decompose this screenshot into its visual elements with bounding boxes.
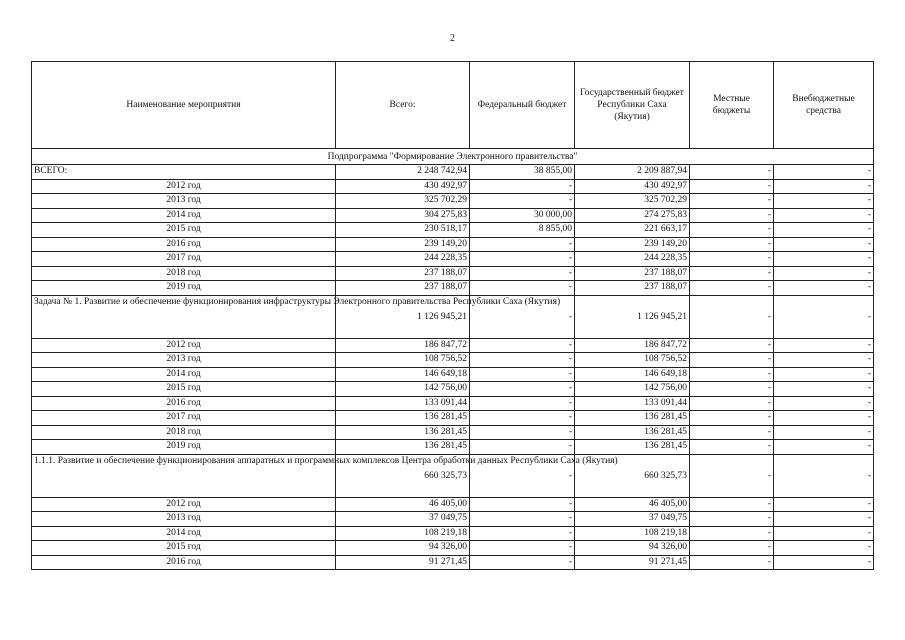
cell-total: 2 248 742,94	[336, 165, 470, 180]
cell-activity-name: 2017 год	[32, 252, 336, 267]
cell-total: 325 702,29	[336, 194, 470, 209]
page-number: 2	[450, 33, 455, 44]
cell-local: -	[690, 266, 774, 281]
year-row	[32, 281, 874, 296]
task-row	[32, 295, 874, 338]
cell-total: 133 091,44	[336, 396, 470, 411]
cell-state: 91 271,45	[575, 555, 690, 570]
cell-state: 274 275,83	[575, 208, 690, 223]
cell-extrabudgetary: -	[774, 526, 874, 541]
cell-total: 239 149,20	[336, 237, 470, 252]
cell-extrabudgetary: -	[774, 396, 874, 411]
cell-federal: -	[470, 425, 575, 440]
cell-activity-name: 2016 год	[32, 396, 336, 411]
year-row	[32, 396, 874, 411]
cell-state: 1 126 945,21	[575, 295, 690, 338]
cell-total: 46 405,00	[336, 497, 470, 512]
cell-activity-name: 2013 год	[32, 353, 336, 368]
budget-table	[31, 61, 874, 570]
cell-state: 660 325,73	[575, 454, 690, 497]
cell-total: 91 271,45	[336, 555, 470, 570]
cell-total: 237 188,07	[336, 281, 470, 296]
header-extrabudgetary-funds: Внебюджетные средства	[774, 62, 874, 149]
cell-extrabudgetary: -	[774, 208, 874, 223]
cell-extrabudgetary: -	[774, 266, 874, 281]
task-row	[32, 454, 874, 497]
cell-activity-name: 2012 год	[32, 338, 336, 353]
cell-federal: -	[470, 454, 575, 497]
year-row	[32, 440, 874, 455]
cell-activity-name: ВСЕГО:	[32, 165, 336, 180]
cell-extrabudgetary: -	[774, 252, 874, 267]
cell-activity-name: 2012 год	[32, 179, 336, 194]
cell-extrabudgetary: -	[774, 281, 874, 296]
subprogram-row	[32, 149, 874, 165]
cell-local: -	[690, 396, 774, 411]
cell-federal: -	[470, 382, 575, 397]
cell-state: 244 228,35	[575, 252, 690, 267]
cell-total: 230 518,17	[336, 223, 470, 238]
cell-activity-name: 2017 год	[32, 411, 336, 426]
cell-local: -	[690, 179, 774, 194]
cell-activity-name: 2016 год	[32, 237, 336, 252]
cell-federal: -	[470, 281, 575, 296]
cell-total: 94 326,00	[336, 541, 470, 556]
year-row	[32, 223, 874, 238]
cell-state: 221 663,17	[575, 223, 690, 238]
cell-local: -	[690, 252, 774, 267]
subprogram-title: Подпрограмма "Формирование Электронного правительства"	[32, 149, 874, 165]
cell-total: 237 188,07	[336, 266, 470, 281]
cell-state: 186 847,72	[575, 338, 690, 353]
cell-total: 1 126 945,21	[336, 295, 470, 338]
cell-extrabudgetary: -	[774, 295, 874, 338]
year-row	[32, 541, 874, 556]
cell-local: -	[690, 194, 774, 209]
cell-extrabudgetary: -	[774, 223, 874, 238]
cell-federal: -	[470, 338, 575, 353]
cell-total: 136 281,45	[336, 440, 470, 455]
cell-state: 430 492,97	[575, 179, 690, 194]
cell-federal: -	[470, 512, 575, 527]
cell-activity-name: 2013 год	[32, 512, 336, 527]
cell-state: 94 326,00	[575, 541, 690, 556]
cell-federal: -	[470, 497, 575, 512]
cell-local: -	[690, 353, 774, 368]
cell-federal: -	[470, 179, 575, 194]
cell-extrabudgetary: -	[774, 497, 874, 512]
cell-total: 37 049,75	[336, 512, 470, 527]
cell-state: 325 702,29	[575, 194, 690, 209]
cell-local: -	[690, 281, 774, 296]
cell-local: -	[690, 382, 774, 397]
cell-federal: 38 855,00	[470, 165, 575, 180]
cell-total: 108 756,52	[336, 353, 470, 368]
cell-activity-name: 2014 год	[32, 367, 336, 382]
year-row	[32, 526, 874, 541]
cell-state: 46 405,00	[575, 497, 690, 512]
cell-extrabudgetary: -	[774, 411, 874, 426]
cell-local: -	[690, 367, 774, 382]
cell-federal: -	[470, 526, 575, 541]
year-row	[32, 338, 874, 353]
cell-local: -	[690, 165, 774, 180]
header-local-budgets: Местные бюджеты	[690, 62, 774, 149]
cell-federal: -	[470, 396, 575, 411]
cell-extrabudgetary: -	[774, 367, 874, 382]
cell-state: 136 281,45	[575, 440, 690, 455]
cell-federal: -	[470, 367, 575, 382]
cell-local: -	[690, 295, 774, 338]
year-row	[32, 252, 874, 267]
cell-activity-name: 2015 год	[32, 541, 336, 556]
cell-local: -	[690, 223, 774, 238]
cell-extrabudgetary: -	[774, 338, 874, 353]
cell-total: 136 281,45	[336, 411, 470, 426]
cell-total: 304 275,83	[336, 208, 470, 223]
cell-local: -	[690, 541, 774, 556]
year-row	[32, 353, 874, 368]
cell-federal: -	[470, 440, 575, 455]
cell-total: 244 228,35	[336, 252, 470, 267]
cell-federal: -	[470, 541, 575, 556]
total-row	[32, 165, 874, 180]
cell-local: -	[690, 526, 774, 541]
cell-federal: 8 855,00	[470, 223, 575, 238]
cell-total: 430 492,97	[336, 179, 470, 194]
cell-federal: 30 000,00	[470, 208, 575, 223]
cell-activity-name: 2019 год	[32, 281, 336, 296]
cell-extrabudgetary: -	[774, 194, 874, 209]
cell-federal: -	[470, 411, 575, 426]
cell-local: -	[690, 555, 774, 570]
cell-local: -	[690, 425, 774, 440]
year-row	[32, 367, 874, 382]
cell-federal: -	[470, 353, 575, 368]
year-row	[32, 512, 874, 527]
cell-state: 136 281,45	[575, 411, 690, 426]
cell-state: 237 188,07	[575, 281, 690, 296]
cell-total: 142 756,00	[336, 382, 470, 397]
cell-activity-name: 2018 год	[32, 266, 336, 281]
cell-total: 660 325,73	[336, 454, 470, 497]
cell-extrabudgetary: -	[774, 237, 874, 252]
year-row	[32, 411, 874, 426]
cell-extrabudgetary: -	[774, 165, 874, 180]
cell-local: -	[690, 497, 774, 512]
cell-total: 108 219,18	[336, 526, 470, 541]
year-row	[32, 266, 874, 281]
cell-extrabudgetary: -	[774, 512, 874, 527]
year-row	[32, 497, 874, 512]
cell-activity-name: Задача № 1. Развитие и обеспечение функционирования инфраструктуры Электронного правительства Республики Саха (Якутия)	[32, 295, 336, 338]
cell-total: 186 847,72	[336, 338, 470, 353]
cell-activity-name: 2016 год	[32, 555, 336, 570]
header-total: Всего:	[336, 62, 470, 149]
cell-state: 108 756,52	[575, 353, 690, 368]
cell-state: 146 649,18	[575, 367, 690, 382]
year-row	[32, 194, 874, 209]
cell-state: 142 756,00	[575, 382, 690, 397]
cell-federal: -	[470, 237, 575, 252]
year-row	[32, 555, 874, 570]
cell-federal: -	[470, 555, 575, 570]
cell-local: -	[690, 208, 774, 223]
header-federal-budget: Федеральный бюджет	[470, 62, 575, 149]
cell-local: -	[690, 237, 774, 252]
cell-local: -	[690, 411, 774, 426]
cell-activity-name: 2015 год	[32, 382, 336, 397]
cell-federal: -	[470, 266, 575, 281]
cell-activity-name: 2013 год	[32, 194, 336, 209]
cell-extrabudgetary: -	[774, 454, 874, 497]
cell-activity-name: 2019 год	[32, 440, 336, 455]
cell-state: 2 209 887,94	[575, 165, 690, 180]
year-row	[32, 208, 874, 223]
cell-activity-name: 2014 год	[32, 526, 336, 541]
cell-extrabudgetary: -	[774, 179, 874, 194]
cell-extrabudgetary: -	[774, 440, 874, 455]
cell-state: 37 049,75	[575, 512, 690, 527]
year-row	[32, 425, 874, 440]
cell-federal: -	[470, 194, 575, 209]
cell-federal: -	[470, 252, 575, 267]
cell-extrabudgetary: -	[774, 425, 874, 440]
header-row	[32, 62, 874, 149]
cell-local: -	[690, 440, 774, 455]
cell-activity-name: 2015 год	[32, 223, 336, 238]
cell-state: 108 219,18	[575, 526, 690, 541]
cell-total: 146 649,18	[336, 367, 470, 382]
year-row	[32, 179, 874, 194]
year-row	[32, 237, 874, 252]
cell-extrabudgetary: -	[774, 382, 874, 397]
cell-extrabudgetary: -	[774, 353, 874, 368]
cell-extrabudgetary: -	[774, 541, 874, 556]
cell-state: 239 149,20	[575, 237, 690, 252]
cell-local: -	[690, 338, 774, 353]
header-state-budget: Государственный бюджет Республики Саха (Якутия)	[575, 62, 690, 149]
cell-total: 136 281,45	[336, 425, 470, 440]
cell-state: 133 091,44	[575, 396, 690, 411]
cell-state: 136 281,45	[575, 425, 690, 440]
cell-extrabudgetary: -	[774, 555, 874, 570]
year-row	[32, 382, 874, 397]
cell-activity-name: 2018 год	[32, 425, 336, 440]
cell-local: -	[690, 454, 774, 497]
cell-activity-name: 2014 год	[32, 208, 336, 223]
cell-activity-name: 1.1.1. Развитие и обеспечение функционирования аппаратных и программных комплексов Центра обработки данных Республики Саха (Якутия)	[32, 454, 336, 497]
cell-federal: -	[470, 295, 575, 338]
cell-state: 237 188,07	[575, 266, 690, 281]
header-activity-name: Наименование мероприятия	[32, 62, 336, 149]
cell-activity-name: 2012 год	[32, 497, 336, 512]
cell-local: -	[690, 512, 774, 527]
